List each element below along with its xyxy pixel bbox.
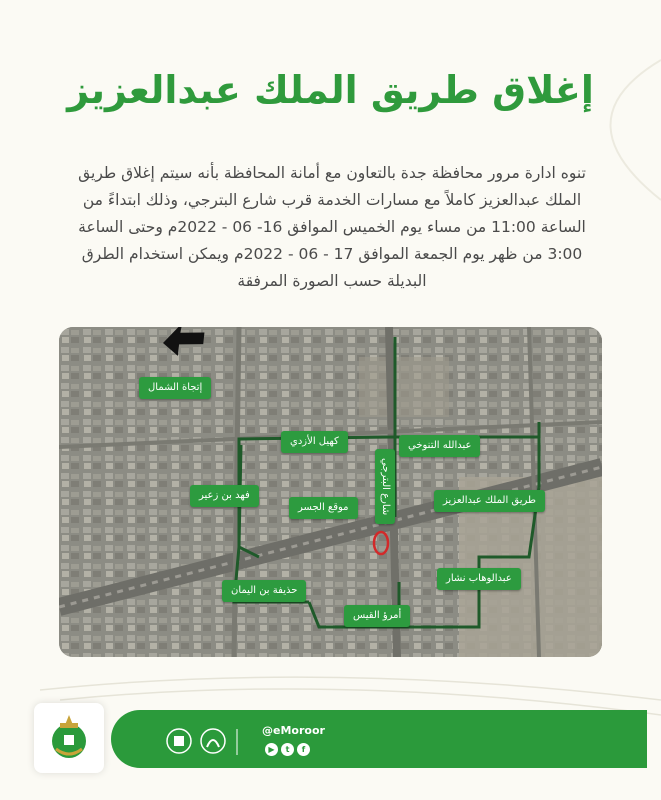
announcement-line: 3:00 من ظهر يوم الجمعة الموافق 17 - 06 - 2022م ويمكن استخدام الطرق xyxy=(81,245,583,263)
map-label-kuhail: كهيل الأزدي xyxy=(281,431,348,453)
facebook-icon: f xyxy=(297,743,310,756)
map-label-king-road: طريق الملك عبدالعزيز xyxy=(434,490,545,512)
emblem-icon xyxy=(34,703,104,773)
closure-map xyxy=(59,327,602,657)
page-title: إغلاق طريق الملك عبدالعزيز xyxy=(67,68,594,112)
traffic-logo-icon xyxy=(201,729,225,753)
announcement-text xyxy=(64,160,600,295)
map-label-bridge: موقع الجسر xyxy=(289,497,358,519)
map-label-fahd: فهد بن زعير xyxy=(190,485,259,507)
announcement-line: الملك عبدالعزيز كاملاً مع مسارات الخدمة قرب شارع البترجي، وذلك ابتداءً من xyxy=(82,191,582,209)
footer-logos xyxy=(165,723,255,763)
map-label-abdulwahab: عبدالوهاب نشار xyxy=(437,568,521,590)
map-label-hudhaifa: حذيفة بن اليمان xyxy=(222,580,306,602)
twitter-icon: t xyxy=(281,743,294,756)
map-label-north: إتجاة الشمال xyxy=(139,377,211,399)
moi-logo-icon xyxy=(167,729,191,753)
map-label-abdullah: عبدالله التنوخي xyxy=(399,435,480,457)
map-label-batarji: شارع البترجي xyxy=(375,449,395,524)
announcement-line: الساعة 11:00 من مساء يوم الخميس الموافق 16- 06 - 2022م وحتى الساعة xyxy=(78,218,586,236)
announcement-line: تنوه ادارة مرور محافظة جدة بالتعاون مع أمانة المحافظة بأنه سيتم إغلاق طريق xyxy=(78,164,586,182)
map-label-imru: أمرؤ القيس xyxy=(344,605,410,627)
traffic-logo xyxy=(34,703,104,773)
announcement-line: البديلة حسب الصورة المرفقة xyxy=(237,272,427,290)
social-handle: @eMoroor xyxy=(262,724,325,737)
youtube-icon: ▶ xyxy=(265,743,278,756)
